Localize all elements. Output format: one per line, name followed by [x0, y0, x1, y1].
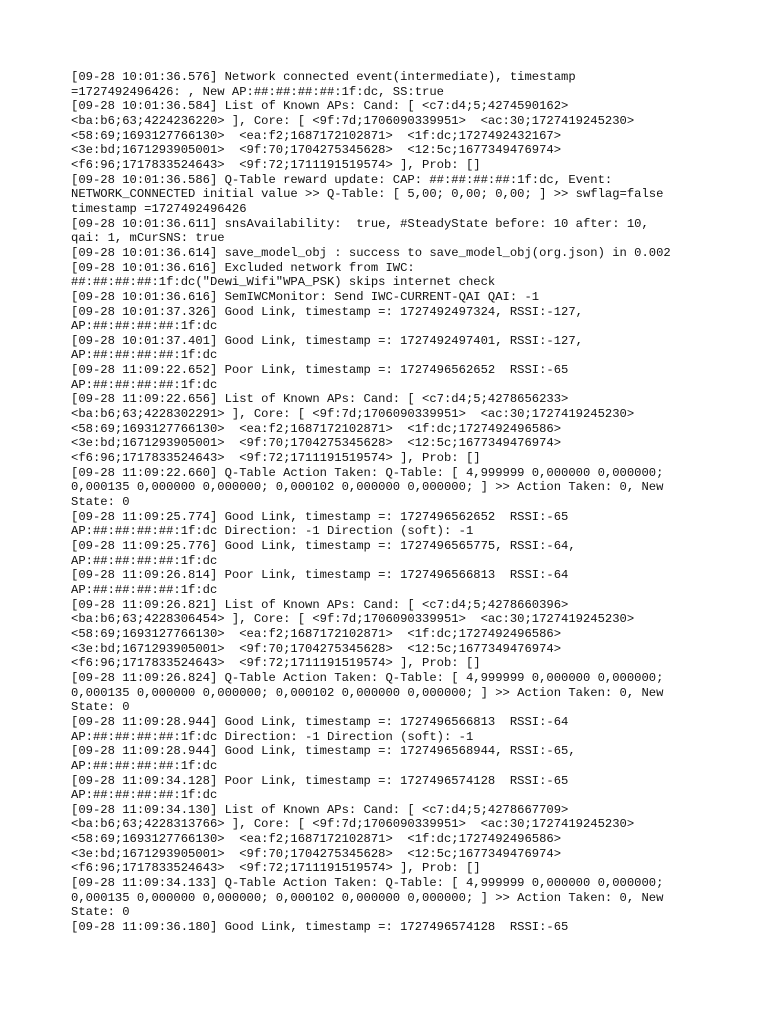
log-line: <ba:b6;63;4224236220> ], Core: [ <9f:7d;1706090339951> <ac:30;1727419245230> — [71, 113, 635, 128]
log-line: [09-28 10:01:36.616] Excluded network from IWC: — [71, 260, 415, 275]
log-line: <58:69;1693127766130> <ea:f2;1687172102871> <1f:dc;1727492496586> — [71, 626, 562, 641]
log-line: <3e:bd;1671293905001> <9f:70;1704275345628> <12:5c;1677349476974> — [71, 143, 562, 158]
log-line: <58:69;1693127766130> <ea:f2;1687172102871> <1f:dc;1727492496586> — [71, 421, 562, 436]
log-line: <ba:b6;63;4228306454> ], Core: [ <9f:7d;1706090339951> <ac:30;1727419245230> — [71, 612, 635, 627]
log-line: [09-28 11:09:26.821] List of Known APs: Cand: [ <c7:d4;5;4278660396> — [71, 597, 569, 612]
log-line: State: 0 — [71, 905, 130, 920]
log-line: <3e:bd;1671293905001> <9f:70;1704275345628> <12:5c;1677349476974> — [71, 641, 562, 656]
log-line: <f6:96;1717833524643> <9f:72;1711191519574> ], Prob: [] — [71, 157, 481, 172]
log-line: State: 0 — [71, 495, 130, 510]
log-line: [09-28 10:01:37.326] Good Link, timestamp =: 1727492497324, RSSI:-127, — [71, 304, 583, 319]
log-line: NETWORK_CONNECTED initial value >> Q-Table: [ 5,00; 0,00; 0,00; ] >> swflag=false — [71, 187, 664, 202]
log-line: [09-28 10:01:36.614] save_model_obj : success to save_model_obj(org.json) in 0.002 — [71, 245, 671, 260]
log-line: AP:##:##:##:##:1f:dc — [71, 377, 218, 392]
log-line: <ba:b6;63;4228313766> ], Core: [ <9f:7d;1706090339951> <ac:30;1727419245230> — [71, 817, 635, 832]
log-line: [09-28 11:09:22.656] List of Known APs: Cand: [ <c7:d4;5;4278656233> — [71, 392, 569, 407]
log-line: [09-28 10:01:36.576] Network connected event(intermediate), timestamp — [71, 70, 576, 84]
log-line: State: 0 — [71, 700, 130, 715]
log-line: [09-28 10:01:37.401] Good Link, timestamp =: 1727492497401, RSSI:-127, — [71, 333, 583, 348]
log-line: 0,000135 0,000000 0,000000; 0,000102 0,000000 0,000000; ] >> Action Taken: 0, New — [71, 890, 664, 905]
log-line: <f6:96;1717833524643> <9f:72;1711191519574> ], Prob: [] — [71, 861, 481, 876]
log-line: AP:##:##:##:##:1f:dc Direction: -1 Direction (soft): -1 — [71, 729, 474, 744]
log-line: =1727492496426: , New AP:##:##:##:##:1f:dc, SS:true — [71, 84, 444, 99]
log-line: [09-28 11:09:22.652] Poor Link, timestamp =: 1727496562652 RSSI:-65 — [71, 363, 569, 378]
log-line: [09-28 10:01:36.584] List of Known APs: Cand: [ <c7:d4;5;4274590162> — [71, 99, 569, 114]
log-line: [09-28 11:09:25.776] Good Link, timestamp =: 1727496565775, RSSI:-64, — [71, 539, 576, 553]
log-line: ##:##:##:##:1f:dc("Dewi_Wifi"WPA_PSK) skips internet check — [71, 275, 496, 290]
log-line: <f6:96;1717833524643> <9f:72;1711191519574> ], Prob: [] — [71, 451, 481, 466]
log-line: <ba:b6;63;4228302291> ], Core: [ <9f:7d;1706090339951> <ac:30;1727419245230> — [71, 407, 635, 422]
log-line: [09-28 11:09:34.130] List of Known APs: Cand: [ <c7:d4;5;4278667709> — [71, 802, 569, 817]
log-line: AP:##:##:##:##:1f:dc — [71, 758, 218, 773]
log-line: [09-28 11:09:28.944] Good Link, timestamp =: 1727496568944, RSSI:-65, — [71, 744, 576, 759]
log-line: [09-28 11:09:25.774] Good Link, timestamp =: 1727496562652 RSSI:-65 — [71, 509, 569, 524]
log-line: <3e:bd;1671293905001> <9f:70;1704275345628> <12:5c;1677349476974> — [71, 436, 562, 451]
log-line: <3e:bd;1671293905001> <9f:70;1704275345628> <12:5c;1677349476974> — [71, 846, 562, 861]
log-line: <58:69;1693127766130> <ea:f2;1687172102871> <1f:dc;1727492496586> — [71, 832, 562, 847]
log-line: [09-28 11:09:36.180] Good Link, timestamp =: 1727496574128 RSSI:-65 — [71, 920, 569, 935]
log-line: AP:##:##:##:##:1f:dc — [71, 788, 218, 803]
log-line: [09-28 10:01:36.611] snsAvailability: true, #SteadyState before: 10 after: 10, — [71, 216, 649, 231]
log-text-block — [71, 70, 761, 935]
log-page — [71, 70, 761, 935]
log-line: [09-28 10:01:36.616] SemIWCMonitor: Send IWC-CURRENT-QAI QAI: -1 — [71, 289, 540, 304]
log-line: timestamp =1727492496426 — [71, 201, 247, 216]
log-line: qai: 1, mCurSNS: true — [71, 231, 225, 246]
log-line: [09-28 11:09:34.128] Poor Link, timestamp =: 1727496574128 RSSI:-65 — [71, 773, 569, 788]
log-line: [09-28 11:09:26.824] Q-Table Action Taken: Q-Table: [ 4,999999 0,000000 0,000000; — [71, 670, 664, 685]
log-line: <f6:96;1717833524643> <9f:72;1711191519574> ], Prob: [] — [71, 656, 481, 671]
log-line: AP:##:##:##:##:1f:dc Direction: -1 Direction (soft): -1 — [71, 524, 474, 539]
log-line: [09-28 10:01:36.586] Q-Table reward update: CAP: ##:##:##:##:1f:dc, Event: — [71, 172, 613, 187]
log-line: AP:##:##:##:##:1f:dc — [71, 582, 218, 597]
log-line: AP:##:##:##:##:1f:dc — [71, 553, 218, 568]
log-line: [09-28 11:09:34.133] Q-Table Action Taken: Q-Table: [ 4,999999 0,000000 0,000000; — [71, 876, 664, 891]
log-line: 0,000135 0,000000 0,000000; 0,000102 0,000000 0,000000; ] >> Action Taken: 0, New — [71, 480, 664, 495]
log-line: 0,000135 0,000000 0,000000; 0,000102 0,000000 0,000000; ] >> Action Taken: 0, New — [71, 685, 664, 700]
log-line: [09-28 11:09:22.660] Q-Table Action Taken: Q-Table: [ 4,999999 0,000000 0,000000; — [71, 465, 664, 480]
log-line: <58:69;1693127766130> <ea:f2;1687172102871> <1f:dc;1727492432167> — [71, 128, 562, 143]
log-line: AP:##:##:##:##:1f:dc — [71, 348, 218, 363]
log-line: [09-28 11:09:28.944] Good Link, timestamp =: 1727496566813 RSSI:-64 — [71, 714, 569, 729]
log-line: AP:##:##:##:##:1f:dc — [71, 319, 218, 334]
log-line: [09-28 11:09:26.814] Poor Link, timestamp =: 1727496566813 RSSI:-64 — [71, 568, 569, 583]
